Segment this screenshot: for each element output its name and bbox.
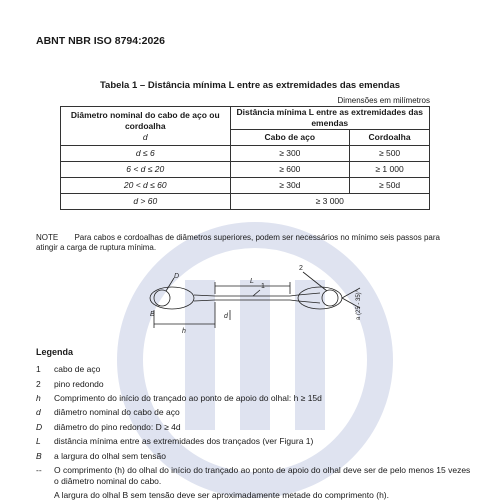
table-units: Dimensões em milímetros (337, 96, 430, 105)
table-title: Tabela 1 – Distância mínima L entre as extremidades das emendas (99, 80, 401, 91)
range-cell: 6 < d ≤ 20 (61, 162, 231, 178)
legend-text: diâmetro do pino redondo: D ≥ 4d (54, 422, 181, 432)
legend-key: D (36, 422, 43, 432)
merged-cell: ≥ 3 000 (230, 194, 430, 210)
col1-header (61, 107, 231, 146)
distance-table (60, 106, 430, 210)
legend-key: -- (36, 465, 42, 475)
cordoalha-cell: ≥ 500 (350, 146, 430, 162)
legend-key: B (36, 451, 42, 461)
table-row (61, 162, 430, 178)
splice-figure (90, 258, 380, 338)
label-2: 2 (299, 265, 303, 272)
cabo-cell: ≥ 30d (230, 178, 350, 194)
note (36, 233, 456, 253)
range-cell: 20 < d ≤ 60 (61, 178, 231, 194)
col1-header-text: Diâmetro nominal do cabo de aço ou cordoalha (70, 109, 220, 131)
legend-text: diâmetro nominal do cabo de aço (54, 407, 180, 417)
note-label: NOTE (36, 233, 59, 242)
label-angle: a (25 - 35)° (356, 289, 362, 320)
cabo-cell: ≥ 600 (230, 162, 350, 178)
legend-text: Comprimento do início do trançado ao ponto de apoio do olhal: h ≥ 15d (54, 393, 322, 403)
label-h: h (182, 328, 186, 335)
legend-key: L (36, 436, 41, 446)
legend-key: h (36, 393, 41, 403)
label-L: L (250, 278, 254, 285)
range-cell: d ≤ 6 (61, 146, 231, 162)
legend-title: Legenda (36, 347, 74, 357)
legend-key: 1 (36, 364, 41, 374)
legend-key: d (36, 407, 41, 417)
note-text: Para cabos e cordoalhas de diâmetros superiores, podem ser necessários no mínimo seis passos para atingir a carga de ruptura mínima. (36, 233, 440, 252)
legend-text: cabo de aço (54, 364, 101, 374)
document-header: ABNT NBR ISO 8794:2026 (36, 35, 165, 47)
table-row (61, 178, 430, 194)
label-D: D (174, 273, 180, 280)
cordoalha-cell: ≥ 1 000 (350, 162, 430, 178)
cordoalha-cell: ≥ 50d (350, 178, 430, 194)
table-row (61, 146, 430, 162)
legend-text: a largura do olhal sem tensão (54, 451, 166, 461)
table-row (61, 194, 430, 210)
label-B: B (150, 311, 155, 318)
col1-symbol: d (142, 131, 148, 142)
col3-header: Cordoalha (350, 130, 430, 146)
label-d: d (224, 313, 228, 320)
legend-text: distância mínima entre as extremidades dos trançados (ver Figura 1) (54, 436, 314, 446)
legend-key: 2 (36, 379, 41, 389)
label-1: 1 (261, 283, 265, 290)
legend-text: pino redondo (54, 379, 104, 389)
col23-header: Distância mínima L entre as extremidades das emendas (230, 107, 430, 130)
range-cell: d > 60 (61, 194, 231, 210)
legend-text: O comprimento (h) do olhal do início do trançado ao ponto de apoio do olhal deve ser de pelo menos 15 vezes o diâmetro nominal do cabo. (54, 465, 471, 486)
legend-text: A largura do olhal B sem tensão deve ser aproximadamente metade do comprimento (h). (54, 490, 389, 500)
col2-header: Cabo de aço (230, 130, 350, 146)
cabo-cell: ≥ 300 (230, 146, 350, 162)
